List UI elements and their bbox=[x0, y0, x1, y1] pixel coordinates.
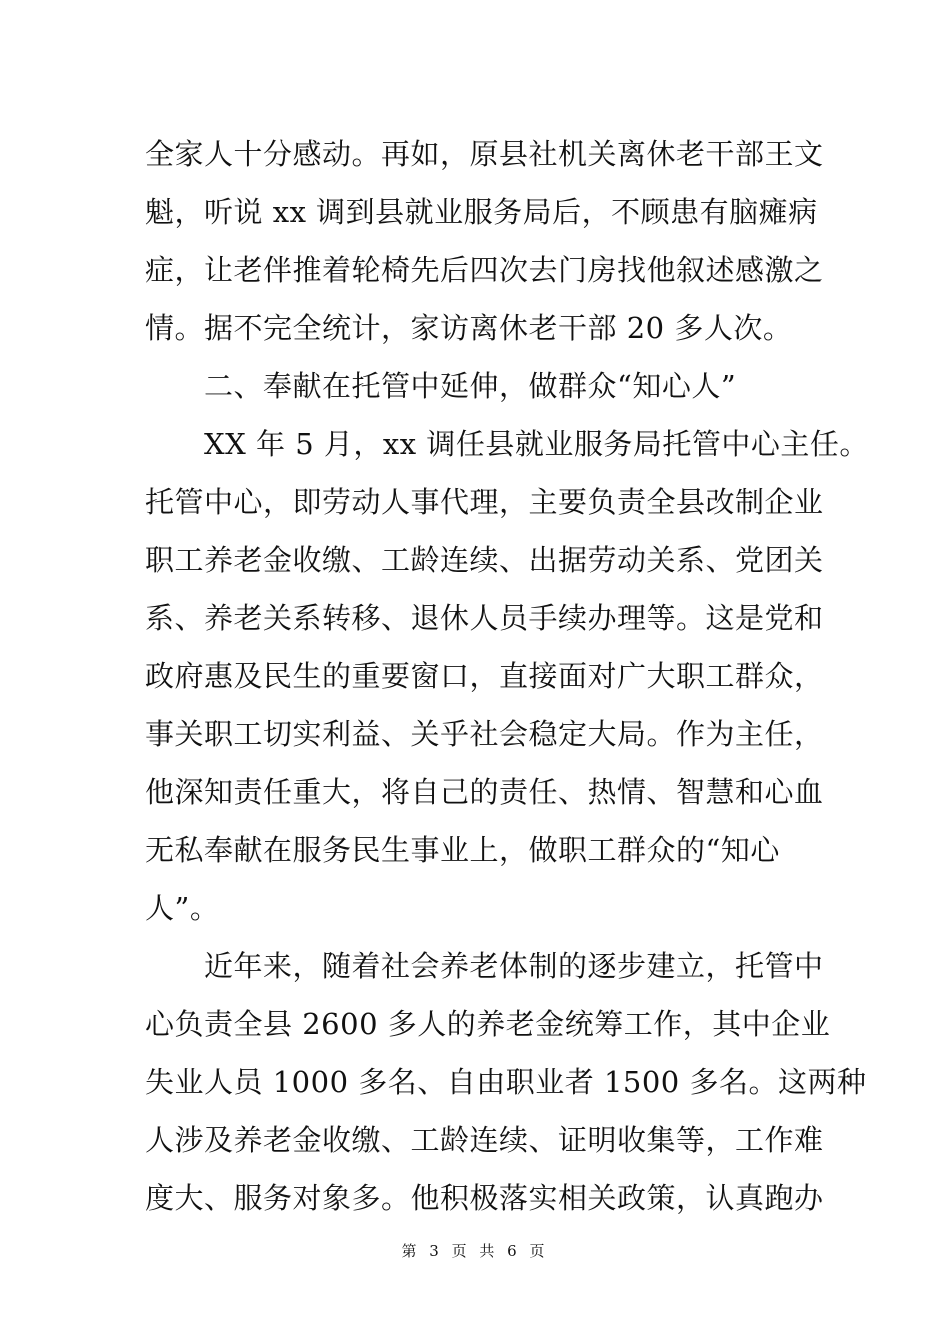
text-line-16: 心负责全县 2600 多人的养老金统筹工作，其中企业 bbox=[145, 1007, 831, 1041]
text-line-14: 人”。 bbox=[145, 891, 220, 925]
text-line-15: 近年来，随着社会养老体制的逐步建立，托管中 bbox=[145, 949, 824, 983]
text-line-2: 魁，听说 xx 调到县就业服务局后，不顾患有脑瘫病 bbox=[145, 195, 818, 229]
text-line-17: 失业人员 1000 多名、自由职业者 1500 多名。这两种 bbox=[145, 1065, 867, 1099]
text-line-3: 症，让老伴推着轮椅先后四次去门房找他叙述感激之 bbox=[145, 253, 824, 287]
text-line-4: 情。据不完全统计，家访离休老干部 20 多人次。 bbox=[145, 311, 793, 345]
text-line-7: 托管中心，即劳动人事代理，主要负责全县改制企业 bbox=[145, 485, 824, 519]
text-line-18: 人涉及养老金收缴、工龄连续、证明收集等，工作难 bbox=[145, 1123, 824, 1157]
section-heading: 二、奉献在托管中延伸，做群众“知心人” bbox=[145, 369, 737, 403]
text-line-10: 政府惠及民生的重要窗口，直接面对广大职工群众， bbox=[145, 659, 824, 693]
text-line-13: 无私奉献在服务民生事业上，做职工群众的“知心 bbox=[145, 833, 780, 867]
text-line-1: 全家人十分感动。再如，原县社机关离休老干部王文 bbox=[145, 137, 824, 171]
page-number-footer: 第 3 页 共 6 页 bbox=[401, 1242, 549, 1260]
text-line-12: 他深知责任重大，将自己的责任、热情、智慧和心血 bbox=[145, 775, 824, 809]
text-line-8: 职工养老金收缴、工龄连续、出据劳动关系、党团关 bbox=[145, 543, 824, 577]
text-line-19: 度大、服务对象多。他积极落实相关政策，认真跑办 bbox=[145, 1181, 824, 1215]
text-line-6: XX 年 5 月，xx 调任县就业服务局托管中心主任。 bbox=[145, 427, 869, 461]
text-line-9: 系、养老关系转移、退休人员手续办理等。这是党和 bbox=[145, 601, 824, 635]
text-line-11: 事关职工切实利益、关乎社会稳定大局。作为主任， bbox=[145, 717, 824, 751]
